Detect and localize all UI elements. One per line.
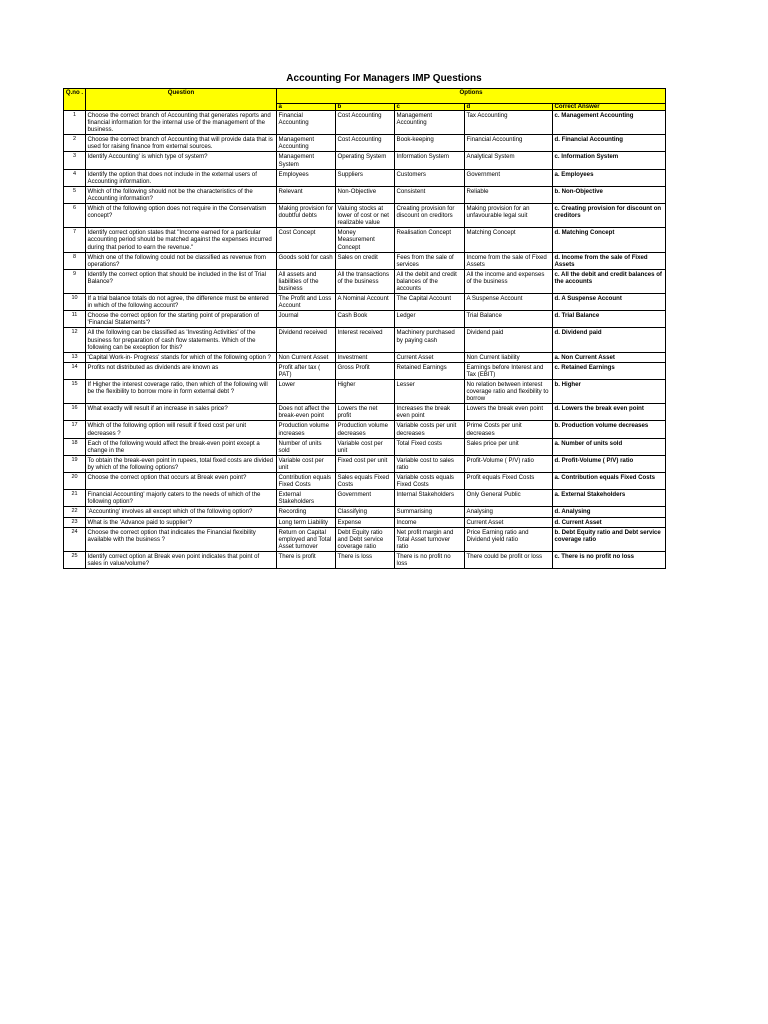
question-text: 'Accounting' involves all except which of the following option? (86, 507, 277, 517)
correct-answer: c. Retained Earnings (553, 362, 666, 379)
option-c: All the debit and credit balances of the accounts (395, 269, 465, 293)
question-number: 12 (64, 328, 86, 352)
option-a: Variable cost per unit (277, 455, 336, 472)
option-d: Lowers the break even point (465, 404, 553, 421)
option-c: Current Asset (395, 352, 465, 362)
option-d: Prime Costs per unit decreases (465, 421, 553, 438)
correct-answer: d. Financial Accounting (553, 135, 666, 152)
option-a: Production volume increases (277, 421, 336, 438)
question-number: 2 (64, 135, 86, 152)
question-number: 4 (64, 169, 86, 186)
header-correct-answer: Correct Answer (553, 104, 666, 111)
question-number: 13 (64, 352, 86, 362)
option-d: No relation between interest coverage ratio and flexibility to borrow (465, 380, 553, 404)
correct-answer: d. Lowers the break even point (553, 404, 666, 421)
table-row (64, 204, 666, 228)
option-c: Variable costs per unit decreases (395, 421, 465, 438)
header-row (64, 89, 666, 104)
header-options: Options (277, 89, 666, 104)
question-text: Choose the correct option for the starting point of preparation of 'Financial Statements'? (86, 311, 277, 328)
question-number: 9 (64, 269, 86, 293)
question-number: 10 (64, 294, 86, 311)
correct-answer: d. Trial Balance (553, 311, 666, 328)
table-row (64, 507, 666, 517)
correct-answer: c. Information System (553, 152, 666, 169)
option-d: Government (465, 169, 553, 186)
option-b: Sales equals Fixed Costs (336, 473, 395, 490)
correct-answer: a. Number of units sold (553, 438, 666, 455)
table-row (64, 252, 666, 269)
option-d: Financial Accounting (465, 135, 553, 152)
question-text: All the following can be classified as 'Investing Activities' of the business for preparation of cash flow statements. Which of the following can be exception for this? (86, 328, 277, 352)
option-d: A Suspense Account (465, 294, 553, 311)
option-d: Profit-Volume ( P/V) ratio (465, 455, 553, 472)
question-text: Choose the correct branch of Accounting that will provide data that is used for raising finance from external sources. (86, 135, 277, 152)
option-c: Fees from the sale of services (395, 252, 465, 269)
header-option-c: c (395, 104, 465, 111)
question-number: 7 (64, 228, 86, 252)
option-a: Making provision for doubtful debts (277, 204, 336, 228)
question-number: 8 (64, 252, 86, 269)
option-b: Sales on credit (336, 252, 395, 269)
option-b: Interest received (336, 328, 395, 352)
option-b: Valuing stocks at lower of cost or net realizable value (336, 204, 395, 228)
question-text: Choose the correct branch of Accounting that generates reports and financial information for the internal use of the management of the business. (86, 111, 277, 135)
question-number: 18 (64, 438, 86, 455)
correct-answer: d. A Suspense Account (553, 294, 666, 311)
option-a: Goods sold for cash (277, 252, 336, 269)
table-row (64, 362, 666, 379)
option-b: Expense (336, 517, 395, 527)
option-a: The Profit and Loss Account (277, 294, 336, 311)
option-c: Management Accounting (395, 111, 465, 135)
option-c: Realisation Concept (395, 228, 465, 252)
option-d: There could be profit or loss (465, 551, 553, 568)
option-b: Money Measurement Concept (336, 228, 395, 252)
question-text: Which of the following should not be the characteristics of the Accounting information? (86, 186, 277, 203)
table-row (64, 186, 666, 203)
option-a: All assets and liabilities of the business (277, 269, 336, 293)
option-c: Creating provision for discount on creditors (395, 204, 465, 228)
question-number: 24 (64, 527, 86, 551)
option-c: Income (395, 517, 465, 527)
option-b: Non-Objective (336, 186, 395, 203)
option-d: Current Asset (465, 517, 553, 527)
option-a: Relevant (277, 186, 336, 203)
question-number: 19 (64, 455, 86, 472)
question-text: Which one of the following could not be classified as revenue from operations? (86, 252, 277, 269)
option-d: Reliable (465, 186, 553, 203)
option-a: Lower (277, 380, 336, 404)
table-row (64, 269, 666, 293)
question-text: Profits not distributed as dividends are known as (86, 362, 277, 379)
correct-answer: b. Non-Objective (553, 186, 666, 203)
option-d: All the income and expenses of the business (465, 269, 553, 293)
correct-answer: d. Dividend paid (553, 328, 666, 352)
question-text: Identify the option that does not include in the external users of Accounting information. (86, 169, 277, 186)
option-d: Non Current liability (465, 352, 553, 362)
table-row (64, 455, 666, 472)
correct-answer: c. Management Accounting (553, 111, 666, 135)
option-a: Number of units sold (277, 438, 336, 455)
option-c: Summarising (395, 507, 465, 517)
correct-answer: d. Profit-Volume ( P/V) ratio (553, 455, 666, 472)
option-a: Employees (277, 169, 336, 186)
option-b: Cash Book (336, 311, 395, 328)
question-text: 'Capital Work-in- Progress' stands for which of the following option ? (86, 352, 277, 362)
option-b: Fixed cost per unit (336, 455, 395, 472)
option-a: Management Accounting (277, 135, 336, 152)
table-row (64, 551, 666, 568)
option-c: Information System (395, 152, 465, 169)
correct-answer: d. Current Asset (553, 517, 666, 527)
option-b: Cost Accounting (336, 111, 395, 135)
question-text: Identify the correct option that should be included in the list of Trial Balance? (86, 269, 277, 293)
option-b: A Nominal Account (336, 294, 395, 311)
header-option-d: d (465, 104, 553, 111)
questions-body (64, 111, 666, 569)
option-d: Dividend paid (465, 328, 553, 352)
option-b: Suppliers (336, 169, 395, 186)
option-a: Dividend received (277, 328, 336, 352)
table-row (64, 404, 666, 421)
option-d: Only General Public (465, 490, 553, 507)
question-text: What exactly will result if an increase in sales price? (86, 404, 277, 421)
question-text: Which of the following option will result if fixed cost per unit decreases ? (86, 421, 277, 438)
option-b: Government (336, 490, 395, 507)
option-a: There is profit (277, 551, 336, 568)
option-a: Journal (277, 311, 336, 328)
question-text: Which of the following option does not require in the Conservatism concept? (86, 204, 277, 228)
option-c: Variable costs equals Fixed Costs (395, 473, 465, 490)
option-a: Recording (277, 507, 336, 517)
table-row (64, 352, 666, 362)
option-c: Increases the break even point (395, 404, 465, 421)
option-d: Profit equals Fixed Costs (465, 473, 553, 490)
option-a: Cost Concept (277, 228, 336, 252)
table-row (64, 517, 666, 527)
option-b: Operating System (336, 152, 395, 169)
correct-answer: c. All the debit and credit balances of the accounts (553, 269, 666, 293)
option-c: Internal Stakeholders (395, 490, 465, 507)
table-row (64, 152, 666, 169)
question-number: 3 (64, 152, 86, 169)
correct-answer: b. Debt Equity ratio and Debt service coverage ratio (553, 527, 666, 551)
table-row (64, 294, 666, 311)
correct-answer: c. Creating provision for discount on creditors (553, 204, 666, 228)
header-qno: Q.no . (64, 89, 86, 111)
question-text: Choose the correct option that indicates the Financial flexibility available with the business ? (86, 527, 277, 551)
question-number: 16 (64, 404, 86, 421)
table-row (64, 527, 666, 551)
question-number: 6 (64, 204, 86, 228)
question-text: Choose the correct option that occurs at Break even point? (86, 473, 277, 490)
correct-answer: a. Employees (553, 169, 666, 186)
question-text: Identify Accounting' is which type of system? (86, 152, 277, 169)
option-c: Machinery purchased by paying cash (395, 328, 465, 352)
correct-answer: a. External Stakeholders (553, 490, 666, 507)
option-d: Earnings before Interest and Tax (EBIT) (465, 362, 553, 379)
option-c: Consistent (395, 186, 465, 203)
option-a: Financial Accounting (277, 111, 336, 135)
option-c: Book-keeping (395, 135, 465, 152)
correct-answer: d. Analysing (553, 507, 666, 517)
option-d: Trial Balance (465, 311, 553, 328)
option-c: There is no profit no loss (395, 551, 465, 568)
option-d: Tax Accounting (465, 111, 553, 135)
option-b: Debt Equity ratio and Debt service coverage ratio (336, 527, 395, 551)
option-a: Does not affect the break-even point (277, 404, 336, 421)
option-c: Retained Earnings (395, 362, 465, 379)
question-number: 21 (64, 490, 86, 507)
option-c: Ledger (395, 311, 465, 328)
header-option-a: a (277, 104, 336, 111)
questions-table (63, 88, 666, 569)
correct-answer: d. Matching Concept (553, 228, 666, 252)
option-d: Analytical System (465, 152, 553, 169)
option-b: Cost Accounting (336, 135, 395, 152)
question-text: If Higher the interest coverage ratio, then which of the following will be the flexibility to borrow more in form external debt ? (86, 380, 277, 404)
correct-answer: b. Production volume decreases (553, 421, 666, 438)
option-b: Investment (336, 352, 395, 362)
table-row (64, 228, 666, 252)
option-c: Variable cost to sales ratio (395, 455, 465, 472)
question-text: To obtain the break-even point in rupees, total fixed costs are divided by which of the following options? (86, 455, 277, 472)
question-number: 14 (64, 362, 86, 379)
table-row (64, 380, 666, 404)
question-text: Each of the following would affect the break-even point except a change in the (86, 438, 277, 455)
table-row (64, 473, 666, 490)
table-row (64, 311, 666, 328)
option-a: Profit after tax ( PAT) (277, 362, 336, 379)
table-row (64, 111, 666, 135)
option-d: Making provision for an unfavourable legal suit (465, 204, 553, 228)
option-c: Lesser (395, 380, 465, 404)
option-a: External Stakeholders (277, 490, 336, 507)
option-c: Customers (395, 169, 465, 186)
question-number: 22 (64, 507, 86, 517)
option-a: Non Current Asset (277, 352, 336, 362)
table-row (64, 438, 666, 455)
question-text: What is the 'Advance paid to supplier'? (86, 517, 277, 527)
correct-answer: a. Non Current Asset (553, 352, 666, 362)
table-row (64, 490, 666, 507)
option-c: The Capital Account (395, 294, 465, 311)
option-d: Sales price per unit (465, 438, 553, 455)
option-b: There is loss (336, 551, 395, 568)
question-text: If a trial balance totals do not agree, the difference must be entered in which of the following account? (86, 294, 277, 311)
option-b: Classifying (336, 507, 395, 517)
option-b: Higher (336, 380, 395, 404)
question-text: Identify correct option at Break even point indicates that point of sales in value/volume? (86, 551, 277, 568)
table-row (64, 421, 666, 438)
question-number: 25 (64, 551, 86, 568)
option-c: Net profit margin and Total Asset turnover ratio (395, 527, 465, 551)
option-b: Production volume decreases (336, 421, 395, 438)
correct-answer: a. Contribution equals Fixed Costs (553, 473, 666, 490)
question-number: 23 (64, 517, 86, 527)
option-d: Price Earning ratio and Dividend yield ratio (465, 527, 553, 551)
option-d: Matching Concept (465, 228, 553, 252)
question-text: Financial Accounting' majorly caters to the needs of which of the following option? (86, 490, 277, 507)
header-option-b: b (336, 104, 395, 111)
table-row (64, 169, 666, 186)
option-a: Management System (277, 152, 336, 169)
table-row (64, 328, 666, 352)
header-question: Question (86, 89, 277, 111)
correct-answer: b. Higher (553, 380, 666, 404)
option-b: Gross Profit (336, 362, 395, 379)
page-title: Accounting For Managers IMP Questions (286, 73, 482, 84)
question-number: 5 (64, 186, 86, 203)
option-a: Long term Liability (277, 517, 336, 527)
option-a: Return on Capital employed and Total Asset turnover (277, 527, 336, 551)
correct-answer: d. Income from the sale of Fixed Assets (553, 252, 666, 269)
option-c: Total Fixed costs (395, 438, 465, 455)
option-b: Variable cost per unit (336, 438, 395, 455)
option-d: Analysing (465, 507, 553, 517)
correct-answer: c. There is no profit no loss (553, 551, 666, 568)
question-number: 11 (64, 311, 86, 328)
option-a: Contribution equals Fixed Costs (277, 473, 336, 490)
option-d: Income from the sale of Fixed Assets (465, 252, 553, 269)
option-b: All the transactions of the business (336, 269, 395, 293)
question-number: 1 (64, 111, 86, 135)
question-number: 17 (64, 421, 86, 438)
question-number: 15 (64, 380, 86, 404)
option-b: Lowers the net profit (336, 404, 395, 421)
question-number: 20 (64, 473, 86, 490)
table-row (64, 135, 666, 152)
question-text: Identify correct option states that "Income earned for a particular accounting period should be matched against the expenses incurred during that period to earn the revenue." (86, 228, 277, 252)
